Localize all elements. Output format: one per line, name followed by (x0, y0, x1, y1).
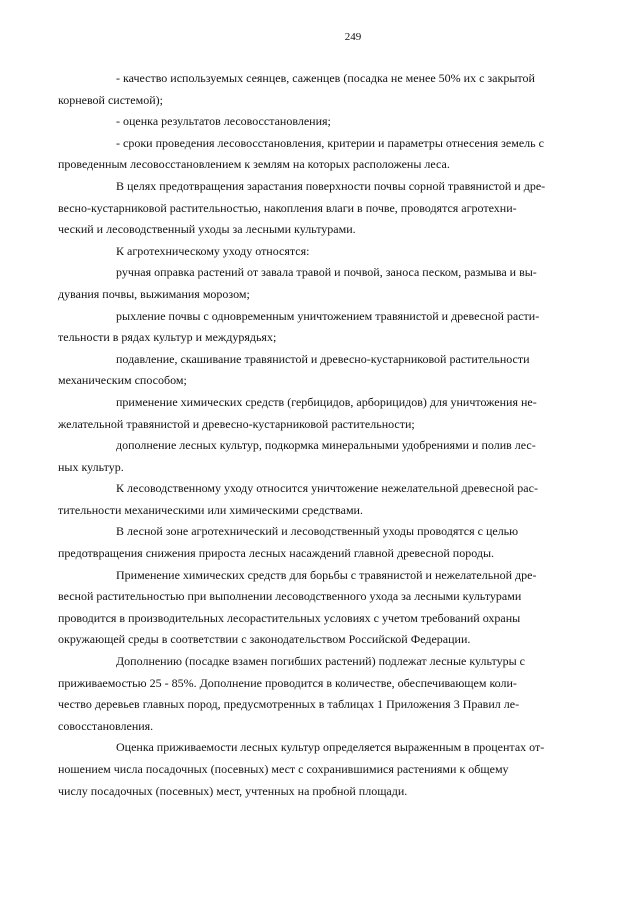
text-line: тельности в рядах культур и междурядьях; (58, 330, 277, 345)
paragraph (58, 306, 582, 349)
text-line: Применение химических средств для борьбы с травянистой и нежелательной дре- (116, 567, 537, 582)
text-line: - оценка результатов лесовосстановления; (116, 114, 331, 129)
text-line: К лесоводственному уходу относится уничтожение нежелательной древесной рас- (116, 481, 538, 496)
paragraph (58, 176, 582, 241)
paragraph (58, 651, 582, 737)
text-line: корневой системой); (58, 92, 163, 107)
text-line: В целях предотвращения зарастания поверхности почвы сорной травянистой и дре- (116, 178, 546, 193)
paragraph (58, 262, 582, 305)
paragraph (58, 133, 582, 176)
text-line: дополнение лесных культур, подкормка минеральными удобрениями и полив лес- (116, 438, 536, 453)
paragraph (58, 392, 582, 435)
text-line: К агротехническому уходу относятся: (116, 243, 310, 258)
paragraph (58, 478, 582, 521)
text-line: рыхление почвы с одновременным уничтожением травянистой и древесной расти- (116, 308, 540, 323)
text-line: - качество используемых сеянцев, саженцев (посадка не менее 50% их с закрытой (116, 71, 535, 85)
text-line: механическим способом; (58, 373, 187, 388)
text-line: подавление, скашивание травянистой и древесно-кустарниковой растительности (116, 351, 530, 366)
page-number: 249 (344, 31, 362, 43)
text-line: проводится в производительных лесорастительных условиях с учетом требований охраны (58, 610, 521, 625)
paragraph (116, 111, 582, 133)
paragraph (58, 349, 582, 392)
document-body (58, 68, 582, 802)
paragraph (116, 241, 582, 263)
text-line: Дополнению (посадке взамен погибших растений) подлежат лесные культуры с (116, 654, 525, 669)
text-line: чество деревьев главных пород, предусмотренных в таблицах 1 Приложения 3 Правил ле- (58, 697, 520, 712)
text-line: применение химических средств (гербицидов, арборицидов) для уничтожения не- (116, 394, 537, 409)
text-line: ческий и лесоводственный уходы за лесными культурами. (58, 222, 356, 237)
paragraph (58, 68, 582, 111)
text-line: совосстановления. (58, 718, 154, 733)
text-line: весной растительностью при выполнении лесоводственного ухода за лесными культурами (58, 589, 522, 604)
text-line: Оценка приживаемости лесных культур определяется выраженным в процентах от- (116, 740, 545, 755)
paragraph (58, 435, 582, 478)
text-line: ных культур. (58, 459, 124, 474)
text-line: желательной травянистой и древесно-кустарниковой растительности; (58, 416, 415, 431)
text-line: приживаемостью 25 - 85%. Дополнение проводится в количестве, обеспечивающем коли- (58, 675, 517, 690)
paragraph (58, 737, 582, 802)
text-line: ручная оправка растений от завала травой и почвой, заноса песком, размыва и вы- (116, 265, 537, 280)
text-line: проведенным лесовосстановлением к землям на которых расположены леса. (58, 157, 450, 172)
text-line: В лесной зоне агротехнический и лесоводственный уходы проводятся с целью (116, 524, 519, 539)
paragraph (58, 521, 582, 564)
text-line: окружающей среды в соответствии с законодательством Российской Федерации. (58, 632, 471, 647)
text-line: предотвращения снижения прироста лесных насаждений главной древесной породы. (58, 546, 495, 561)
text-line: числу посадочных (посевных) мест, учтенных на пробной площади. (58, 783, 408, 798)
text-line: весно-кустарниковой растительностью, накопления влаги в почве, проводятся агротехни- (58, 200, 517, 215)
text-line: тительности механическими или химическими средствами. (58, 502, 363, 517)
text-line: дувания почвы, выжимания морозом; (58, 286, 250, 301)
text-line: - сроки проведения лесовосстановления, критерии и параметры отнесения земель с (116, 135, 544, 150)
paragraph (58, 565, 582, 651)
text-line: ношением числа посадочных (посевных) мест с сохранившимися растениями к общему (58, 762, 509, 776)
